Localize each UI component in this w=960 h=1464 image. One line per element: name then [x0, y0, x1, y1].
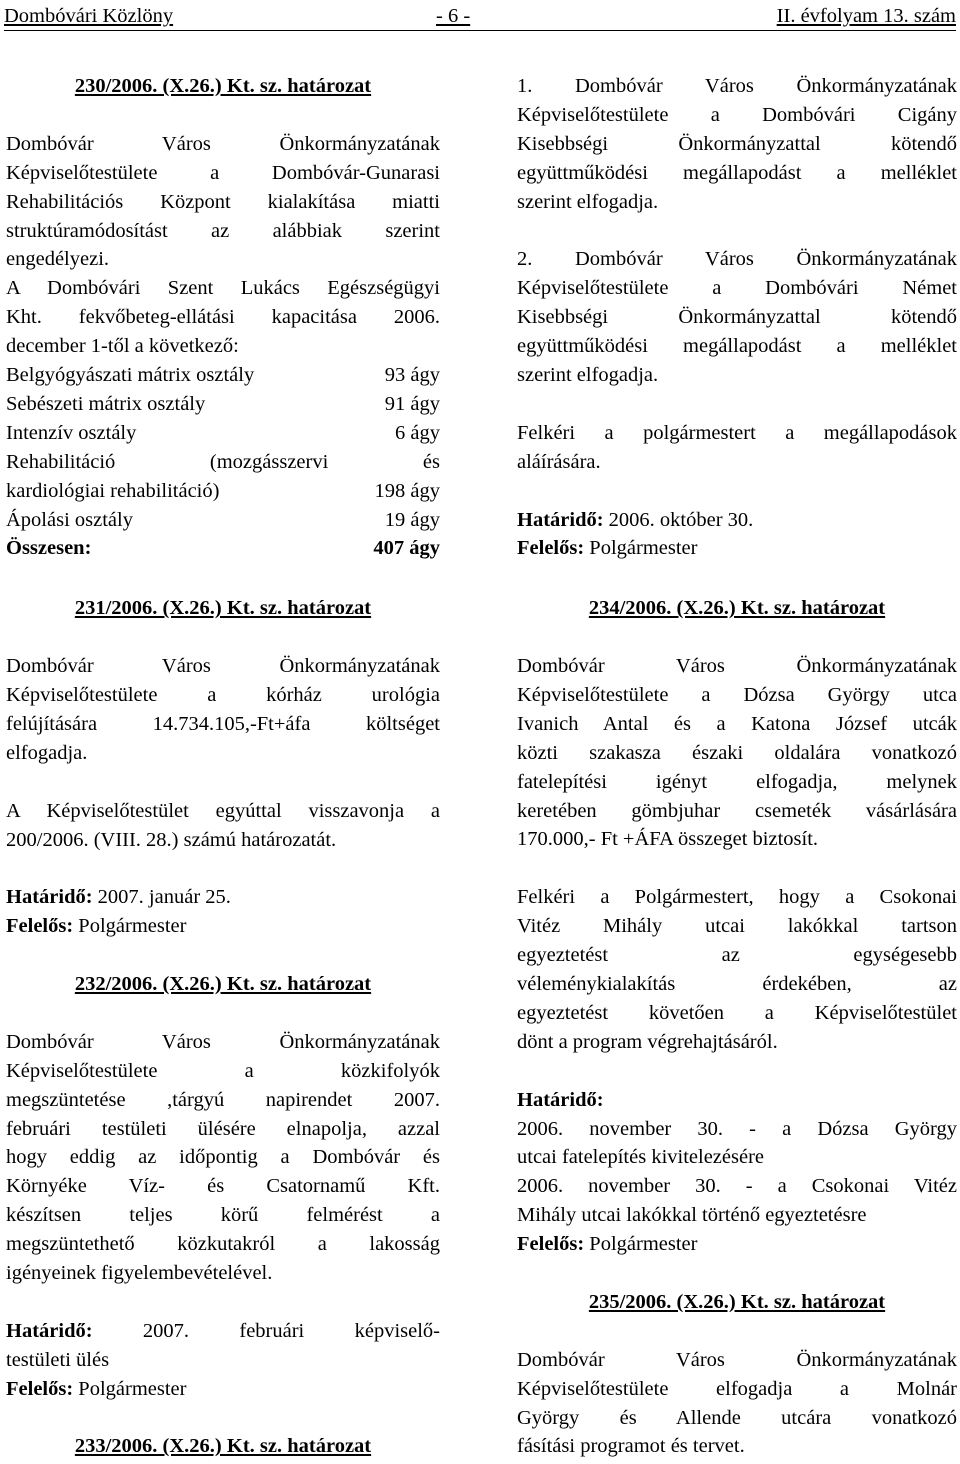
text-line: Kisebbségi Önkormányzattal kötendő: [517, 132, 957, 155]
text-line: Rehabilitációs Központ kialakítása miatti: [6, 190, 440, 213]
text-line: 170.000,- Ft +ÁFA összeget biztosít.: [517, 828, 819, 851]
ward-name: Intenzív osztály: [6, 421, 137, 444]
resolution-231-title: 231/2006. (X.26.) Kt. sz. határozat: [74, 597, 372, 620]
text-line: Ivanich Antal és a Katona József utcák: [517, 712, 957, 735]
text-line: aláírására.: [517, 450, 601, 473]
responsible-label: Felelős:: [517, 1233, 585, 1256]
responsible-value: Polgármester: [584, 1233, 698, 1256]
text-line: Környéke Víz- és Csatornamű Kft.: [6, 1175, 440, 1198]
text-line: igényeinek figyelembevételével.: [6, 1262, 273, 1285]
deadline-item: 2006. november 30. - a Dózsa György: [517, 1117, 957, 1140]
text-line: 200/2006. (VIII. 28.) számú határozatát.: [6, 828, 337, 851]
text-line: Dombóvár Város Önkormányzatának: [6, 655, 440, 678]
text-line: Kht. fekvőbeteg-ellátási kapacitása 2006.: [6, 306, 440, 329]
text-line: szerint elfogadja.: [517, 364, 659, 387]
text-line: keretében gömbjuhar csemeték vásárlására: [517, 799, 957, 822]
text-line: hogy eddig az időpontig a Dombóvár és: [6, 1146, 440, 1169]
text-line: 1. Dombóvár Város Önkormányzatának: [517, 75, 957, 97]
text-line: fatelepítési igényt elfogadja, melynek: [517, 770, 957, 793]
deadline-label: Határidő:: [6, 886, 93, 909]
text-line: egyeztetést követően a Képviselőtestület: [517, 1001, 957, 1024]
resolution-232-title: 232/2006. (X.26.) Kt. sz. határozat: [74, 973, 372, 995]
ward-name: Sebészeti mátrix osztály: [6, 392, 206, 415]
text-line: Képviselőtestülete a Dombóvár-Gunarasi: [6, 161, 440, 184]
resolution-233-title: 233/2006. (X.26.) Kt. sz. határozat: [74, 1435, 372, 1458]
text-line: fásítási programot és tervet.: [517, 1435, 745, 1458]
bed-row: [6, 361, 440, 390]
text-line: engedélyezi.: [6, 248, 110, 271]
text-line: Képviselőtestülete a Dombóvári Német: [517, 277, 957, 300]
deadline-value: 2007. februári képviselő-: [92, 1319, 440, 1342]
deadline-continued: testületi ülés: [6, 1348, 110, 1371]
responsible-value: Polgármester: [584, 537, 698, 560]
text-line: dönt a program végrehajtásáról.: [517, 1030, 778, 1053]
text-line: Vitéz Mihály utcai lakókkal tartson: [517, 915, 957, 938]
text-line: Képviselőtestülete elfogadja a Molnár: [517, 1377, 957, 1400]
bed-count: 91 ágy: [384, 392, 440, 415]
text-line: Rehabilitáció (mozgásszervi és: [6, 450, 440, 473]
bed-row: [6, 419, 440, 448]
deadline-value: 2007. január 25.: [92, 886, 231, 909]
page-number: - 6 -: [436, 5, 471, 27]
deadline-value: 2006. október 30.: [603, 508, 754, 531]
responsible-label: Felelős:: [6, 1377, 74, 1400]
text-line: december 1-től a következő:: [6, 335, 239, 358]
deadline-label: Határidő:: [6, 1319, 93, 1342]
bed-count: 198 ágy: [374, 479, 440, 502]
text-line: egyeztetést az egységesebb: [517, 944, 957, 967]
text-line: közti szakasza északi oldalára vonatkozó: [517, 741, 957, 764]
deadline-label: Határidő:: [517, 508, 604, 531]
publication-name: Dombóvári Közlöny: [4, 5, 174, 27]
ward-name: kardiológiai rehabilitáció): [6, 479, 220, 502]
responsible: [517, 1230, 957, 1259]
ward-name: Ápolási osztály: [6, 508, 133, 531]
deadline-label: Határidő:: [517, 1088, 604, 1111]
page-header: [4, 2, 956, 31]
responsible-value: Polgármester: [73, 1377, 187, 1400]
deadline: [517, 1086, 957, 1115]
responsible: [6, 1375, 440, 1404]
deadline-item: Mihály utcai lakókkal történő egyeztetésre: [517, 1204, 867, 1227]
resolution-235-title: 235/2006. (X.26.) Kt. sz. határozat: [588, 1290, 886, 1313]
text-line: Kisebbségi Önkormányzattal kötendő: [517, 306, 957, 329]
text-line: Dombóvár Város Önkormányzatának: [6, 132, 440, 155]
text-line: együttműködési megállapodást a melléklet: [517, 335, 957, 358]
text-line: Dombóvár Város Önkormányzatának: [517, 1348, 957, 1371]
text-line: februári testületi ülésére elnapolja, azzal: [6, 1117, 440, 1140]
text-line: Dombóvár Város Önkormányzatának: [517, 655, 957, 678]
text-line: megszüntethető közkutakról a lakosság: [6, 1233, 440, 1256]
deadline: [6, 883, 440, 912]
text-line: A Képviselőtestület egyúttal visszavonja a: [6, 799, 440, 822]
deadline-item: utcai fatelepítés kivitelezésére: [517, 1146, 765, 1169]
responsible: [517, 534, 957, 563]
text-line: Felkéri a Polgármestert, hogy a Csokonai: [517, 886, 957, 909]
bed-count: 93 ágy: [384, 364, 440, 387]
deadline: [6, 1317, 440, 1346]
issue-number: II. évfolyam 13. szám: [776, 5, 956, 27]
text-line: 2. Dombóvár Város Önkormányzatának: [517, 248, 957, 271]
responsible-label: Felelős:: [517, 537, 585, 560]
deadline: [517, 506, 957, 535]
responsible-value: Polgármester: [73, 915, 187, 938]
resolution-234-title: 234/2006. (X.26.) Kt. sz. határozat: [588, 597, 886, 620]
resolution-230-title: 230/2006. (X.26.) Kt. sz. határozat: [74, 75, 372, 97]
text-line: Dombóvár Város Önkormányzatának: [6, 1030, 440, 1053]
right-column: [517, 72, 957, 1461]
text-line: Képviselőtestülete a kórház urológia: [6, 683, 440, 706]
left-column: [6, 72, 440, 1461]
text-line: szerint elfogadja.: [517, 190, 659, 213]
text-line: megszüntetése ,tárgyú napirendet 2007.: [6, 1088, 440, 1111]
text-line: Képviselőtestülete a Dózsa György utca: [517, 683, 957, 706]
text-line: véleménykialakítás érdekében, az: [517, 973, 957, 995]
text-line: Képviselőtestülete a közkifolyók: [6, 1059, 440, 1082]
bed-count: 6 ágy: [395, 421, 440, 444]
bed-row: [6, 477, 440, 506]
total-row: [6, 534, 440, 563]
total-value: 407 ágy: [373, 537, 440, 560]
text-line: felújítására 14.734.105,-Ft+áfa költséget: [6, 712, 440, 735]
text-line: készítsen teljes körű felmérést a: [6, 1204, 440, 1227]
bed-row: [6, 390, 440, 419]
bed-count: 19 ágy: [384, 508, 440, 531]
bed-row: [6, 506, 440, 535]
responsible-label: Felelős:: [6, 915, 74, 938]
text-line: együttműködési megállapodást a melléklet: [517, 161, 957, 184]
total-label: Összesen:: [6, 537, 92, 560]
text-line: György és Allende utcára vonatkozó: [517, 1406, 957, 1429]
text-line: A Dombóvári Szent Lukács Egészségügyi: [6, 277, 440, 300]
text-line: elfogadja.: [6, 741, 88, 764]
text-line: Képviselőtestülete a Dombóvári Cigány: [517, 103, 957, 126]
ward-name: Belgyógyászati mátrix osztály: [6, 364, 255, 387]
deadline-item: 2006. november 30. - a Csokonai Vitéz: [517, 1175, 957, 1198]
responsible: [6, 912, 440, 941]
text-line: struktúramódosítást az alábbiak szerint: [6, 219, 440, 242]
text-line: Felkéri a polgármestert a megállapodások: [517, 421, 957, 444]
